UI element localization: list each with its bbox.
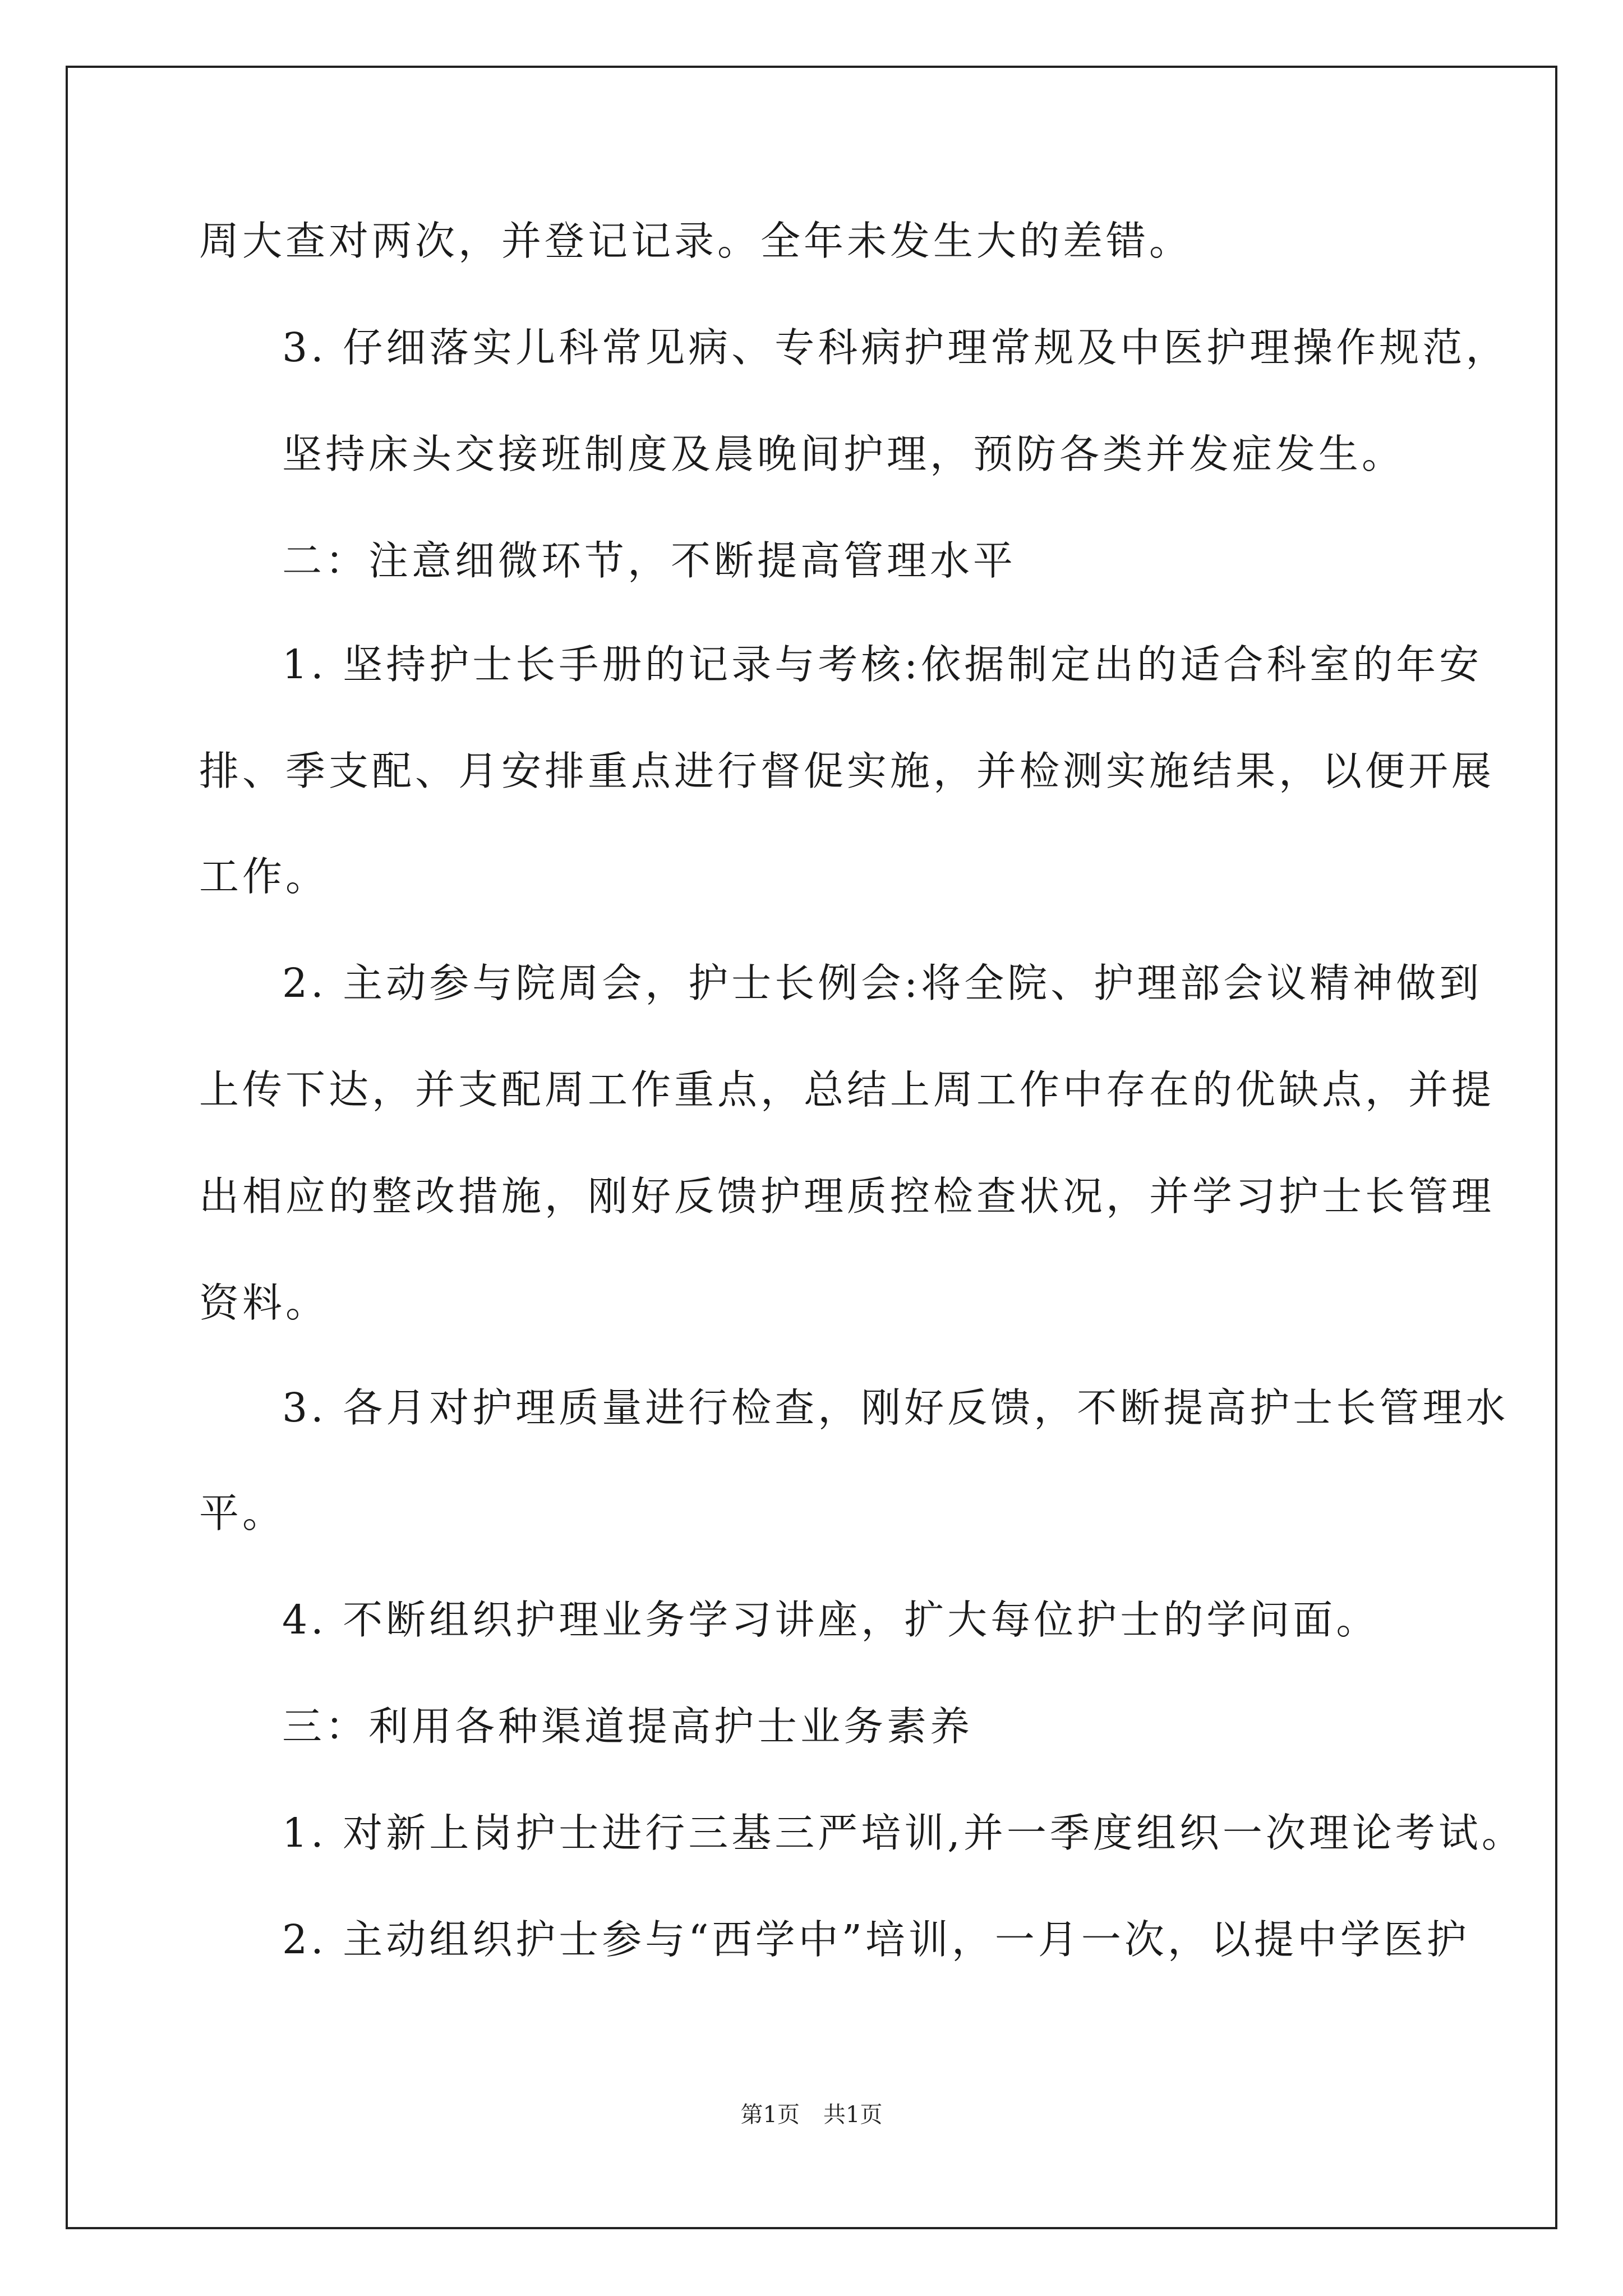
text-line: 工作。 <box>199 853 329 900</box>
text-line: 资料。 <box>199 1280 329 1326</box>
text-line: 3. 仔细落实儿科常见病、专科病护理常规及中医护理操作规范， <box>282 324 1509 371</box>
text-line: 排、季支配、月安排重点进行督促实施，并检测实施结果，以便开展 <box>199 748 1495 794</box>
text-line: 3. 各月对护理质量进行检查，刚好反馈，不断提高护士长管理水 <box>282 1384 1509 1431</box>
text-line: 周大查对两次，并登记记录。全年未发生大的差错。 <box>199 218 1193 264</box>
section-heading: 三：利用各种渠道提高护士业务素养 <box>282 1703 974 1750</box>
text-line: 2. 主动参与院周会，护士长例会:将全院、护理部会议精神做到 <box>282 960 1483 1006</box>
text-line: 上传下达，并支配周工作重点，总结上周工作中存在的优缺点，并提 <box>199 1066 1495 1113</box>
page-number: 第1页 <box>740 2102 800 2128</box>
page-footer <box>0 2101 1623 2129</box>
text-line: 坚持床头交接班制度及晨晚间护理，预防各类并发症发生。 <box>282 431 1405 477</box>
page-total: 共1页 <box>823 2102 883 2128</box>
text-line: 平。 <box>199 1490 286 1536</box>
text-line: 2. 主动组织护士参与“西学中”培训，一月一次，以提中学医护 <box>282 1916 1470 1963</box>
page-border <box>66 66 1557 2229</box>
text-line: 出相应的整改措施，刚好反馈护理质控检查状况，并学习护士长管理 <box>199 1173 1495 1220</box>
text-line: 1. 对新上岗护士进行三基三严培训,并一季度组织一次理论考试。 <box>282 1810 1525 1856</box>
text-line: 1. 坚持护士长手册的记录与考核:依据制定出的适合科室的年安 <box>282 641 1483 688</box>
text-line: 4. 不断组织护理业务学习讲座，扩大每位护士的学问面。 <box>282 1596 1380 1643</box>
section-heading: 二：注意细微环节，不断提高管理水平 <box>282 537 1017 584</box>
